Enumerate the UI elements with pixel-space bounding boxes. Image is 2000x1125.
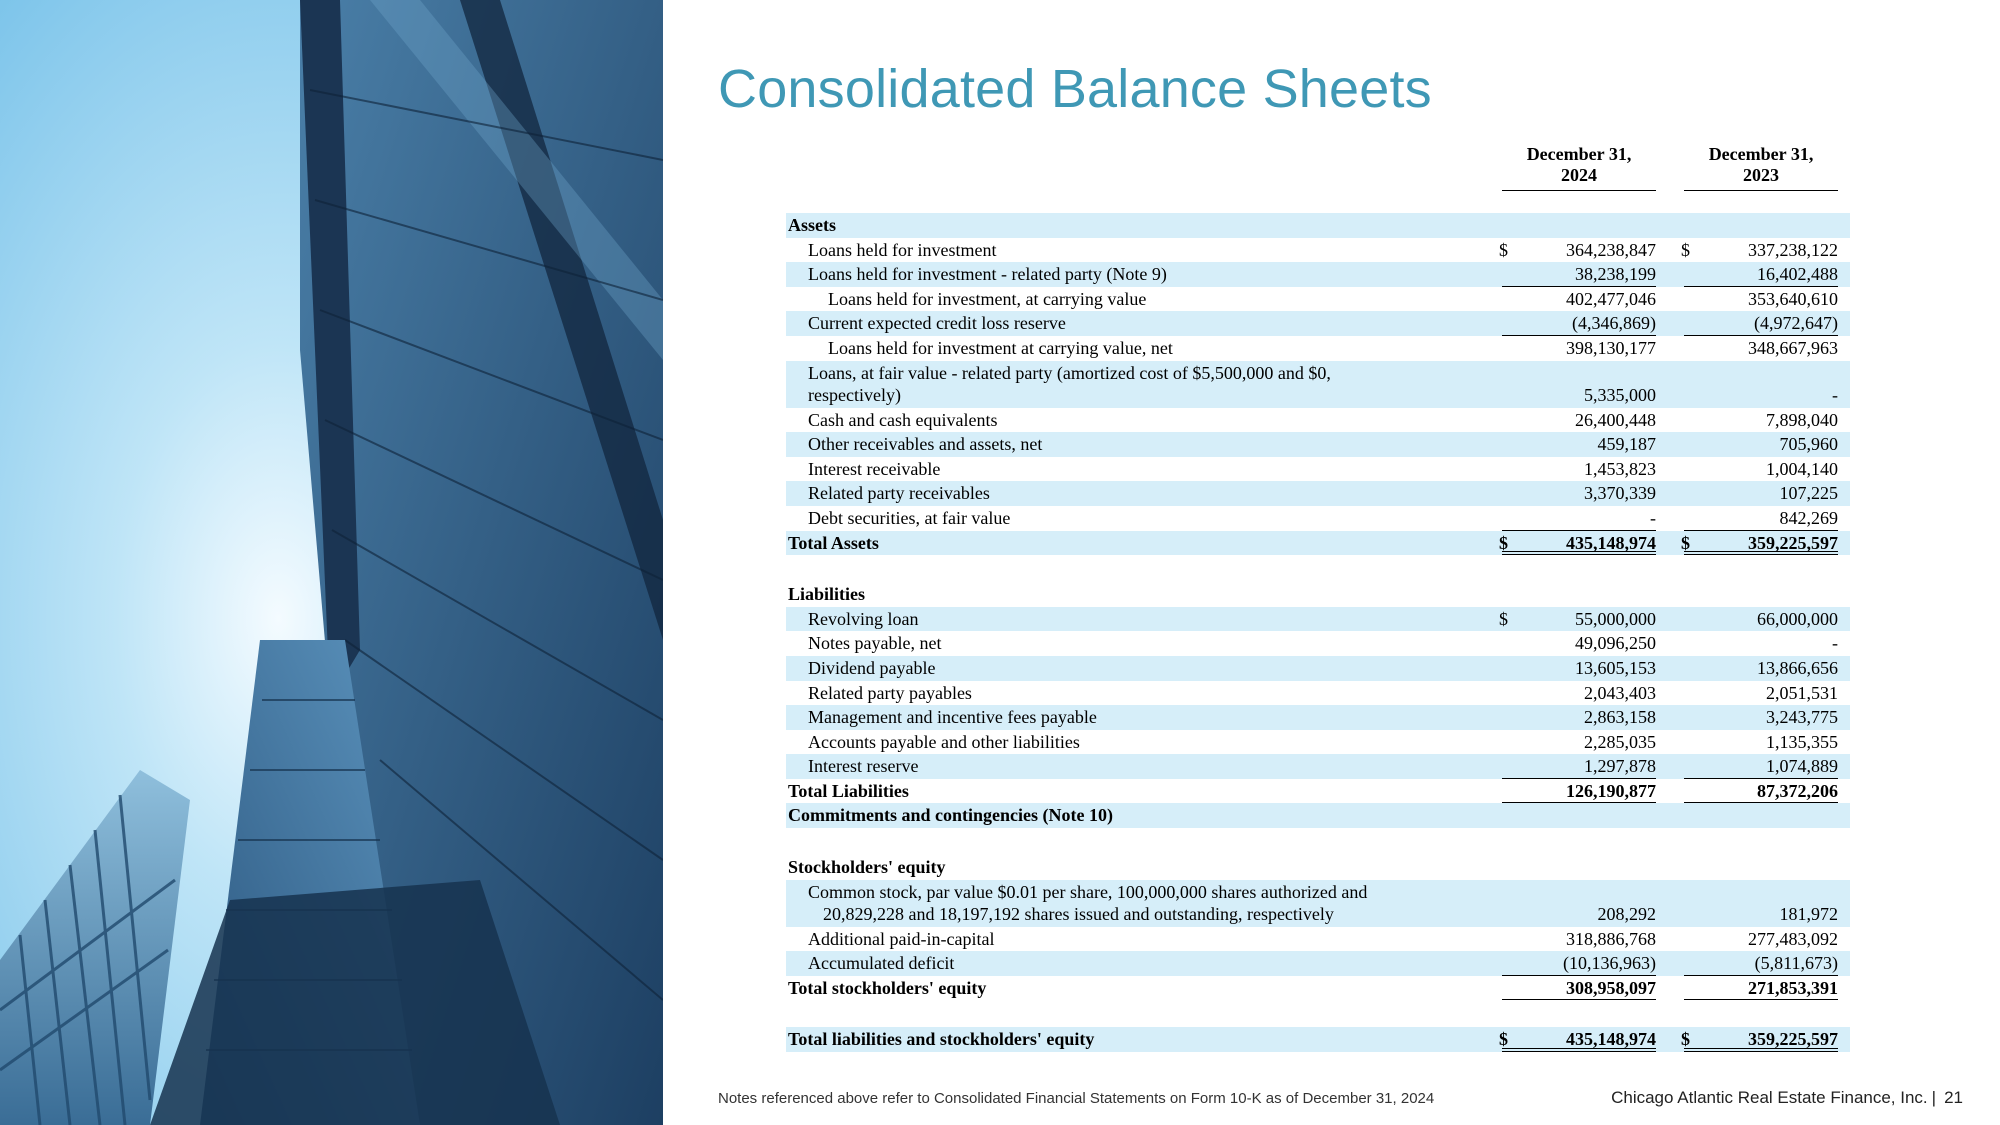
table-row <box>786 607 1850 632</box>
value-2023: 1,004,140 <box>1766 458 1838 479</box>
row-label: Loans held for investment, at carrying value <box>828 288 1147 309</box>
row-label: Interest reserve <box>808 756 919 777</box>
currency-sign: $ <box>1499 608 1508 629</box>
column-header-2023 <box>1684 144 1838 191</box>
value-2023: 2,051,531 <box>1766 682 1838 703</box>
table-row <box>786 779 1850 804</box>
currency-sign: $ <box>1681 532 1690 553</box>
value-2023: 359,225,597 <box>1684 531 1838 556</box>
table-row <box>786 432 1850 457</box>
value-2024: - <box>1502 506 1656 531</box>
value-2023: - <box>1832 633 1838 654</box>
column-header-2024 <box>1502 144 1656 191</box>
spacer-row <box>786 555 1850 582</box>
value-2023: 66,000,000 <box>1757 608 1838 629</box>
table-row <box>786 803 1850 828</box>
value-2024: 1,453,823 <box>1584 458 1656 479</box>
table-row <box>786 730 1850 755</box>
value-2024: 55,000,000 <box>1575 608 1656 629</box>
table-row <box>786 531 1850 556</box>
value-2023: 7,898,040 <box>1766 409 1838 430</box>
value-2024: 398,130,177 <box>1566 337 1656 358</box>
row-label <box>808 362 1331 407</box>
table-row <box>786 656 1850 681</box>
value-2024: 435,148,974 <box>1502 1027 1656 1052</box>
row-label: Loans held for investment at carrying value, net <box>828 337 1173 358</box>
row-label: Debt securities, at fair value <box>808 507 1011 528</box>
table-row <box>786 855 1850 880</box>
value-2023: 1,135,355 <box>1766 731 1838 752</box>
value-2023: 16,402,488 <box>1684 262 1838 287</box>
spacer-row <box>786 1000 1850 1027</box>
section-heading: Liabilities <box>788 584 866 605</box>
value-2024: 2,043,403 <box>1584 682 1656 703</box>
value-2024: 459,187 <box>1597 434 1656 455</box>
value-2023: (4,972,647) <box>1684 311 1838 336</box>
currency-sign: $ <box>1499 532 1508 553</box>
value-2024: (10,136,963) <box>1502 951 1656 976</box>
column-header-year: 2024 <box>1561 165 1597 185</box>
table-row <box>786 457 1850 482</box>
value-2024: 49,096,250 <box>1575 633 1656 654</box>
value-2023: 87,372,206 <box>1684 779 1838 804</box>
value-2023: (5,811,673) <box>1684 951 1838 976</box>
table-row <box>786 408 1850 433</box>
row-label: Notes payable, net <box>808 633 942 654</box>
row-label: Revolving loan <box>808 608 919 629</box>
page-number: 21 <box>1944 1088 1963 1107</box>
row-label: Total liabilities and stockholders' equity <box>788 1029 1095 1050</box>
building-photo <box>0 0 663 1125</box>
value-2023: 13,866,656 <box>1757 657 1838 678</box>
value-2024: 126,190,877 <box>1502 779 1656 804</box>
value-2024: 26,400,448 <box>1575 409 1656 430</box>
row-label: Dividend payable <box>808 657 936 678</box>
value-2023: 181,972 <box>1779 904 1838 925</box>
row-label: Accumulated deficit <box>808 953 955 974</box>
row-label: Cash and cash equivalents <box>808 409 998 430</box>
table-row <box>786 681 1850 706</box>
footer-note: Notes referenced above refer to Consolidated Financial Statements on Form 10-K as of December 31, 2024 <box>718 1090 1435 1107</box>
section-heading: Assets <box>788 215 836 235</box>
row-label: Related party receivables <box>808 483 990 504</box>
value-2023: 277,483,092 <box>1748 928 1838 949</box>
table-row <box>786 336 1850 361</box>
table-row <box>786 213 1850 238</box>
row-label-line: Loans, at fair value - related party (amortized cost of $5,500,000 and $0, <box>808 362 1331 383</box>
value-2023: 353,640,610 <box>1748 288 1838 309</box>
row-label: Management and incentive fees payable <box>808 707 1097 728</box>
value-2024: 435,148,974 <box>1502 531 1656 556</box>
row-label: Loans held for investment <box>808 239 997 260</box>
currency-sign: $ <box>1681 1029 1690 1050</box>
value-2024: 208,292 <box>1597 904 1656 925</box>
value-2023: - <box>1832 385 1838 406</box>
row-label: Loans held for investment - related party (Note 9) <box>808 264 1167 285</box>
table-row <box>786 951 1850 976</box>
table-row <box>786 506 1850 531</box>
table-row <box>786 880 1850 927</box>
row-label: Total stockholders' equity <box>788 977 987 998</box>
table-row <box>786 631 1850 656</box>
value-2023: 3,243,775 <box>1766 707 1838 728</box>
table-row <box>786 976 1850 1001</box>
value-2023: 107,225 <box>1779 483 1838 504</box>
footer-separator: | <box>1931 1088 1937 1107</box>
value-2023: 1,074,889 <box>1684 754 1838 779</box>
value-2023: 337,238,122 <box>1748 239 1838 260</box>
value-2024: 2,285,035 <box>1584 731 1656 752</box>
value-2023: 271,853,391 <box>1684 976 1838 1001</box>
row-label: Accounts payable and other liabilities <box>808 731 1080 752</box>
value-2024: 5,335,000 <box>1584 385 1656 406</box>
value-2024: 402,477,046 <box>1566 288 1656 309</box>
row-label: Total Assets <box>788 532 879 553</box>
currency-sign: $ <box>1681 239 1690 260</box>
row-label: Related party payables <box>808 682 972 703</box>
value-2024: 318,886,768 <box>1566 928 1656 949</box>
table-row <box>786 238 1850 263</box>
table-row <box>786 481 1850 506</box>
table-row <box>786 287 1850 312</box>
column-header-line: December 31, <box>1526 144 1632 164</box>
balance-sheet-table <box>786 213 1850 1052</box>
value-2024: 1,297,878 <box>1502 754 1656 779</box>
table-row <box>786 754 1850 779</box>
row-label: Total Liabilities <box>788 780 909 801</box>
page-title: Consolidated Balance Sheets <box>718 59 1432 119</box>
row-label: Current expected credit loss reserve <box>808 313 1066 334</box>
value-2024: 38,238,199 <box>1502 262 1656 287</box>
company-name: Chicago Atlantic Real Estate Finance, Inc. <box>1611 1088 1928 1107</box>
spacer-row <box>786 828 1850 855</box>
value-2024: 13,605,153 <box>1575 657 1656 678</box>
value-2024: (4,346,869) <box>1502 311 1656 336</box>
table-row <box>786 927 1850 952</box>
footer <box>1611 1088 1963 1108</box>
row-label: Other receivables and assets, net <box>808 434 1043 455</box>
column-header-line: December 31, <box>1708 144 1814 164</box>
value-2023: 705,960 <box>1779 434 1838 455</box>
table-row <box>786 361 1850 408</box>
value-2024: 2,863,158 <box>1584 707 1656 728</box>
row-label: Commitments and contingencies (Note 10) <box>788 805 1113 826</box>
row-label-line: respectively) <box>808 385 901 406</box>
value-2023: 359,225,597 <box>1684 1027 1838 1052</box>
currency-sign: $ <box>1499 1029 1508 1050</box>
table-row <box>786 1027 1850 1052</box>
row-label-line: 20,829,228 and 18,197,192 shares issued and outstanding, respectively <box>823 904 1334 925</box>
currency-sign: $ <box>1499 239 1508 260</box>
value-2023: 842,269 <box>1684 506 1838 531</box>
row-label-line: Common stock, par value $0.01 per share, 100,000,000 shares authorized and <box>808 881 1368 902</box>
row-label: Additional paid-in-capital <box>808 928 995 949</box>
column-header-year: 2023 <box>1743 165 1779 185</box>
value-2024: 364,238,847 <box>1566 239 1656 260</box>
row-label <box>808 881 1367 926</box>
section-heading: Stockholders' equity <box>788 857 946 878</box>
table-row <box>786 262 1850 287</box>
value-2023: 348,667,963 <box>1748 337 1838 358</box>
table-row <box>786 311 1850 336</box>
row-label: Interest receivable <box>808 458 941 479</box>
value-2024: 3,370,339 <box>1584 483 1656 504</box>
table-row <box>786 582 1850 607</box>
value-2024: 308,958,097 <box>1502 976 1656 1001</box>
table-row <box>786 705 1850 730</box>
